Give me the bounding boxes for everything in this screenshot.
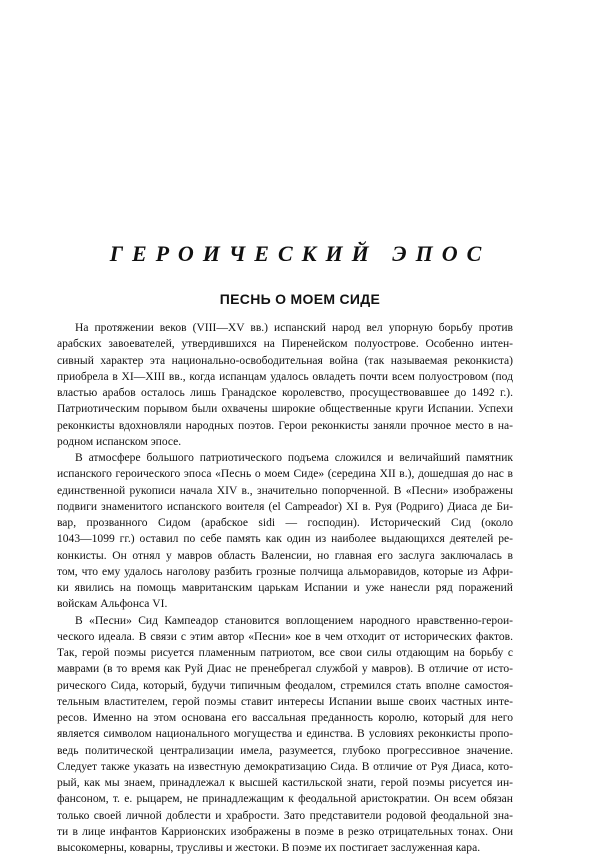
text-line: фансоном, т. е. рыцарем, не принадлежащим к феодальной аристократии. Он всем обязан	[57, 791, 513, 807]
paragraph-1	[57, 320, 513, 450]
text-line: Так, герой поэмы рисуется пламенным патриотом, все свои силы отдающим на борьбу с	[57, 645, 513, 661]
text-line: В «Песни» Сид Кампеадор становится воплощением народного нравственно-герои-	[57, 613, 513, 629]
text-line: испанского героического эпоса «Песнь о моем Сиде» (середина XII в.), дошедшая до нас в	[57, 466, 513, 482]
work-title: ПЕСНЬ О МОЕМ СИДЕ	[0, 291, 600, 307]
text-line: Следует также указать на известную демократизацию Сида. В отличие от Руя Диаса, кото-	[57, 759, 513, 775]
text-line: тельным властителем, герой поэмы ставит интересы Испании выше своих частных инте-	[57, 694, 513, 710]
text-line: рый, как мы знаем, принадлежал к высшей кастильской знати, герой поэмы рисуется ин-	[57, 775, 513, 791]
paragraph-2	[57, 450, 513, 613]
text-line: является символом национального могущества и единства. В условиях реконкисты пропо-	[57, 726, 513, 742]
text-line: властью арабов осталось лишь Гранадское королевство, просуществовавшее до 1492 г.).	[57, 385, 513, 401]
text-line: ведь политической централизации имела, разумеется, глубоко прогрессивное значение.	[57, 743, 513, 759]
text-line: подвиги знаменитого испанского воителя (el Campeador) XI в. Руя (Родриго) Диаса де Би-	[57, 499, 513, 515]
text-line: Патриотическим порывом были охвачены широкие общественные круги Испании. Успехи	[57, 401, 513, 417]
text-line: родном испанском эпосе.	[57, 434, 513, 450]
text-line: рического Сида, который, будучи типичным феодалом, стремился стать вполне самостоя-	[57, 678, 513, 694]
text-line: 1043—1099 гг.) оставил по себе память как один из наиболее выдающихся деятелей ре-	[57, 531, 513, 547]
text-line: арабских завоевателей, утвердившихся на Пиренейском полуострове. Особенно интен-	[57, 336, 513, 352]
text-line: только своей личной доблести и храбрости. Зато представители родовой феодальной зна-	[57, 808, 513, 824]
text-line: ки явились на помощь мавританским царькам Испании и уже нанесли ряд поражений	[57, 580, 513, 596]
text-line: высокомерны, коварны, трусливы и жестоки. В поэме их постигает заслуженная кара.	[57, 840, 513, 856]
text-line: войскам Альфонса VI.	[57, 596, 513, 612]
text-line: единственной рукописи начала XIV в., значительно попорченной. В «Песни» изображены	[57, 483, 513, 499]
text-line: реконкисты вдохновляли народных поэтов. Герои реконкисты заняли прочное место в на-	[57, 418, 513, 434]
text-line: В атмосфере большого патриотического подъема сложился и величайший памятник	[57, 450, 513, 466]
section-title: ГЕРОИЧЕСКИЙ ЭПОС	[0, 241, 600, 267]
body-text	[57, 320, 513, 856]
text-line: сивный характер эта национально-освободительная война (так называемая реконкиста)	[57, 353, 513, 369]
text-line: На протяжении веков (VIII—XV вв.) испанский народ вел упорную борьбу против	[57, 320, 513, 336]
text-line: вар, прозванного Сидом (арабское sidi — господин). Исторический Сид (около	[57, 515, 513, 531]
text-line: ти в лице инфантов Каррионских изображены в поэме в резко отрицательных тонах. Они	[57, 824, 513, 840]
text-line: маврами (в то время как Руй Диас не пренебрегал службой у мавров). В отличие от исто-	[57, 661, 513, 677]
text-line: ческого идеала. В связи с этим автор «Песни» кое в чем отходит от исторических фактов.	[57, 629, 513, 645]
text-line: том, что ему удалось наголову разбить грозные полчища альморавидов, которые из Афри-	[57, 564, 513, 580]
text-line: ресов. Именно на этом основана его вассальная преданность королю, который для него	[57, 710, 513, 726]
paragraph-3	[57, 613, 513, 856]
text-line: приобрела в XI—XIII вв., когда испанцам удалось овладеть почти всем полуостровом (под	[57, 369, 513, 385]
text-line: конкисты. Он отнял у мавров область Валенсии, но главная его заслуга заключалась в	[57, 548, 513, 564]
